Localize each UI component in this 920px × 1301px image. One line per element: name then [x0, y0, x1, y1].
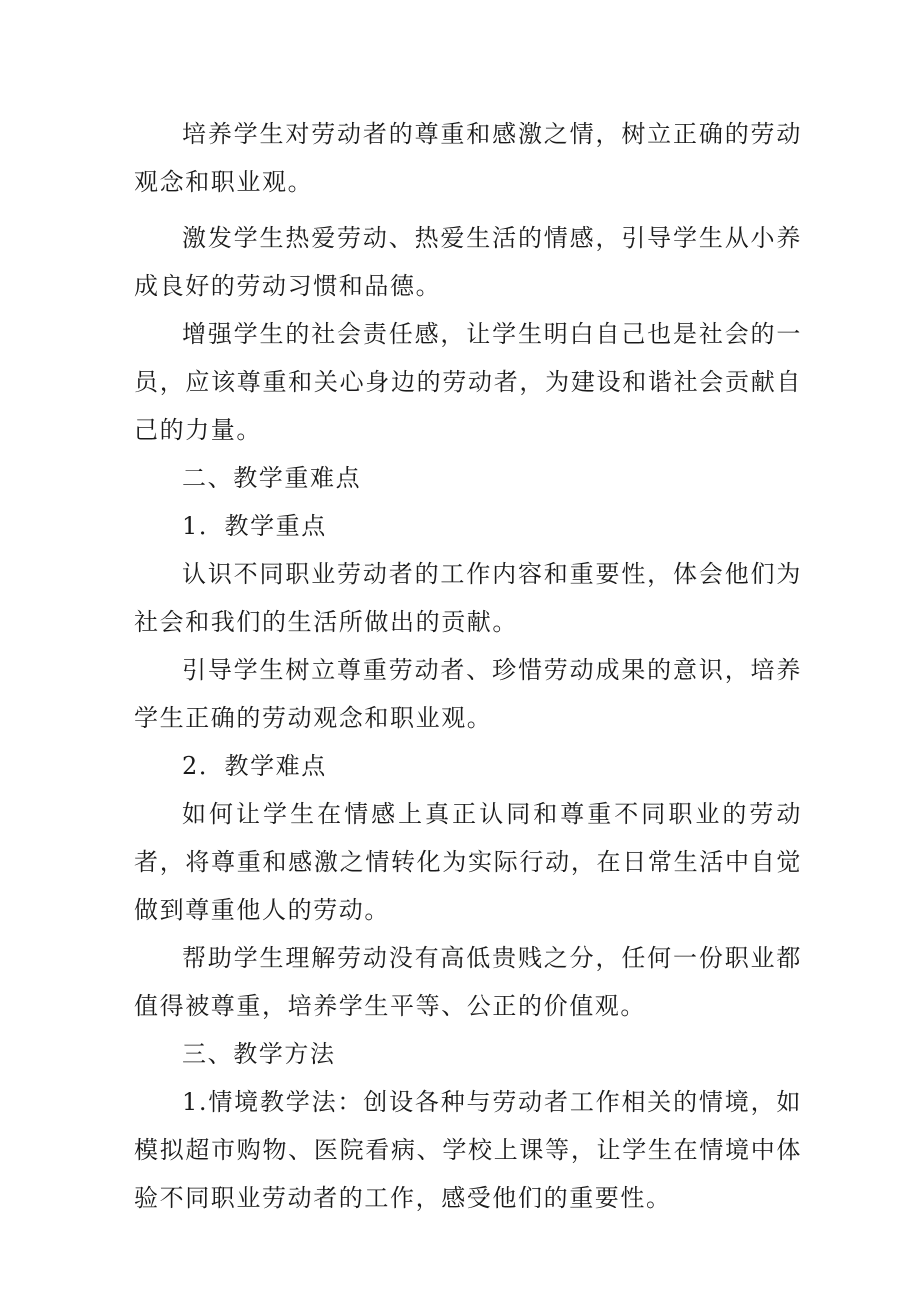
paragraph-goal-love-labor: 激发学生热爱劳动、热爱生活的情感，引导学生从小养成良好的劳动习惯和品德。	[134, 224, 802, 300]
section-heading-key-points: 二、教学重难点	[182, 464, 362, 492]
subheading-teaching-focus: 1．教学重点	[182, 512, 327, 540]
section-heading-methods: 三、教学方法	[182, 1040, 336, 1068]
paragraph-difficulty-action: 如何让学生在情感上真正认同和尊重不同职业的劳动者，将尊重和感激之情转化为实际行动，在日常生活中自觉做到尊重他人的劳动。	[134, 800, 802, 924]
paragraph-goal-responsibility: 增强学生的社会责任感，让学生明白自己也是社会的一员，应该尊重和关心身边的劳动者，为建设和谐社会贡献自己的力量。	[134, 320, 802, 444]
paragraph-goal-respect: 培养学生对劳动者的尊重和感激之情，树立正确的劳动观念和职业观。	[134, 120, 802, 196]
document-body	[134, 110, 802, 1222]
paragraph-focus-awareness: 引导学生树立尊重劳动者、珍惜劳动成果的意识，培养学生正确的劳动观念和职业观。	[134, 656, 802, 732]
subheading-teaching-difficulty: 2．教学难点	[182, 752, 327, 780]
paragraph-difficulty-equality: 帮助学生理解劳动没有高低贵贱之分，任何一份职业都值得被尊重，培养学生平等、公正的价值观。	[134, 944, 802, 1020]
paragraph-focus-understanding: 认识不同职业劳动者的工作内容和重要性，体会他们为社会和我们的生活所做出的贡献。	[134, 560, 802, 636]
paragraph-method-situational: 1.情境教学法：创设各种与劳动者工作相关的情境，如模拟超市购物、医院看病、学校上课等，让学生在情境中体验不同职业劳动者的工作，感受他们的重要性。	[134, 1088, 802, 1212]
